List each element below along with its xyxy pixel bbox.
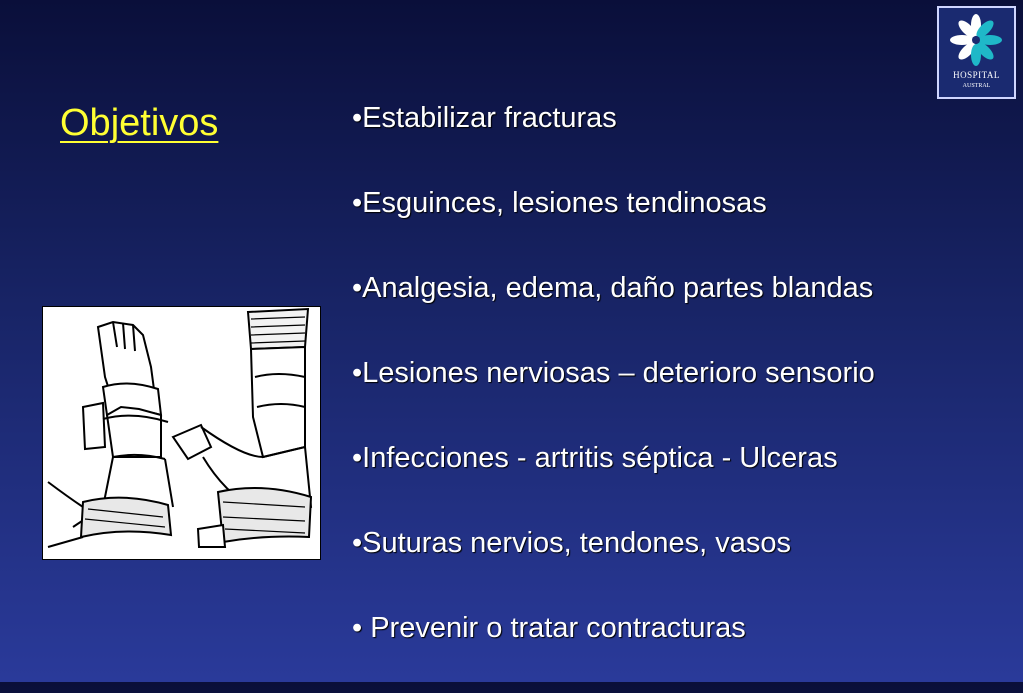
- list-item: •Analgesia, edema, daño partes blandas: [352, 272, 874, 304]
- list-item: •Infecciones - artritis séptica - Ulceras: [352, 442, 838, 474]
- page-title: Objetivos: [60, 102, 219, 144]
- flower-icon: [939, 10, 1014, 70]
- list-item: • Prevenir o tratar contracturas: [352, 612, 746, 644]
- logo-name: HOSPITAL: [953, 70, 1000, 80]
- list-item: •Esguinces, lesiones tendinosas: [352, 187, 767, 219]
- hospital-logo: [937, 6, 1016, 99]
- list-item: •Lesiones nerviosas – deterioro sensorio: [352, 357, 875, 389]
- list-item: •Estabilizar fracturas: [352, 102, 617, 134]
- bandaged-limbs-illustration: [42, 306, 321, 560]
- logo-subtitle: AUSTRAL: [962, 83, 991, 89]
- objectives-list: [352, 98, 875, 693]
- bandage-drawing: [43, 307, 320, 559]
- list-item: •Suturas nervios, tendones, vasos: [352, 527, 791, 559]
